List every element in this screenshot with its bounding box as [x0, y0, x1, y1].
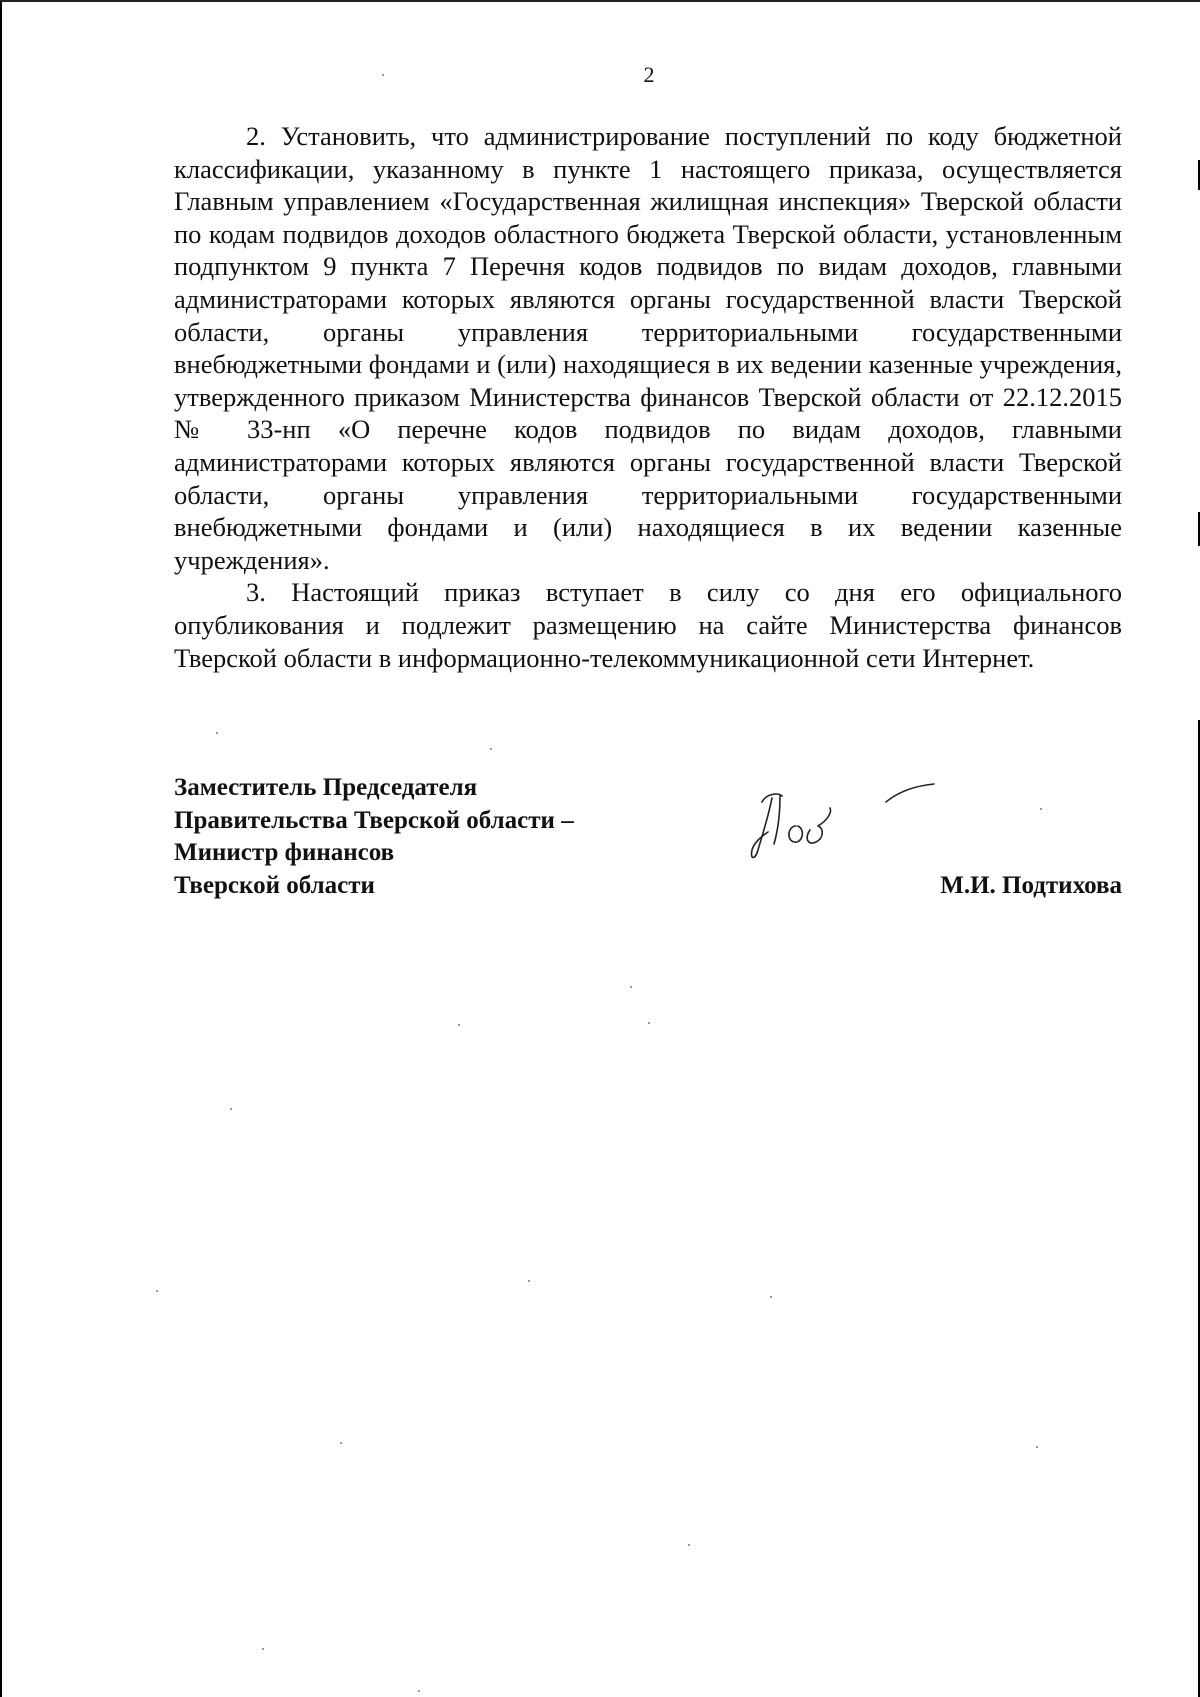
- paragraph-2: 2. Установить, что администрирование поступлений по коду бюджетной классификации, указанному в пункте 1 настоящего приказа, осуществляется Главным управлением «Государственная жилищная инспекция» Тверской области по кодам подвидов доходов областного бюджета Тверской области, установленным подпунктом 9 пункта 7 Перечня кодов подвидов по видам доходов, главными администраторами которых являются органы государственной власти Тверской области, органы управления территориальными государственными внебюджетными фондами и (или) находящиеся в их ведении казенные учреждения, утвержденного приказом Министерства финансов Тверской области от 22.12.2015 № 33-нп «О перечне кодов подвидов по видам доходов, главными администраторами которых являются органы государственной власти Тверской области, органы управления территориальными государственными внебюджетными фондами и (или) находящиеся в их ведении казенные учреждения».: [174, 121, 1122, 575]
- scan-left-edge: [0, 0, 2, 1697]
- scan-top-edge: [0, 0, 1200, 2]
- scan-speck: [1040, 808, 1042, 810]
- scan-speck: [770, 1296, 772, 1298]
- scan-speck: [382, 74, 384, 76]
- scan-speck: [216, 732, 218, 734]
- scan-speck: [230, 1108, 232, 1110]
- signatory-position-line: Правительства Тверской области –: [174, 806, 574, 834]
- handwritten-signature: [748, 770, 948, 870]
- scan-speck: [490, 748, 492, 750]
- signatory-position-line: Тверской области: [174, 871, 375, 899]
- scan-speck: [458, 1024, 460, 1026]
- signatory-name: М.И. Подтихова: [940, 871, 1122, 899]
- scan-speck: [1036, 1446, 1038, 1448]
- signature-block: [174, 772, 1122, 902]
- signatory-position-line: Заместитель Председателя: [174, 774, 478, 801]
- paragraph-3: 3. Настоящий приказ вступает в силу со дня его официального опубликования и подлежит размещению на сайте Министерства финансов Тверской области в информационно-телекоммуникационной сети Интернет.: [174, 577, 1122, 673]
- scan-speck: [340, 1442, 342, 1444]
- signatory-position-line: Министр финансов: [174, 839, 395, 866]
- scan-speck: [262, 1648, 264, 1650]
- page-number: 2: [643, 62, 655, 87]
- scan-speck: [418, 1690, 420, 1692]
- scan-speck: [528, 1280, 530, 1282]
- scan-speck: [630, 986, 632, 988]
- scan-speck: [648, 1022, 650, 1024]
- scan-speck: [688, 1544, 690, 1546]
- scan-speck: [156, 1290, 158, 1292]
- document-body: [174, 120, 1122, 674]
